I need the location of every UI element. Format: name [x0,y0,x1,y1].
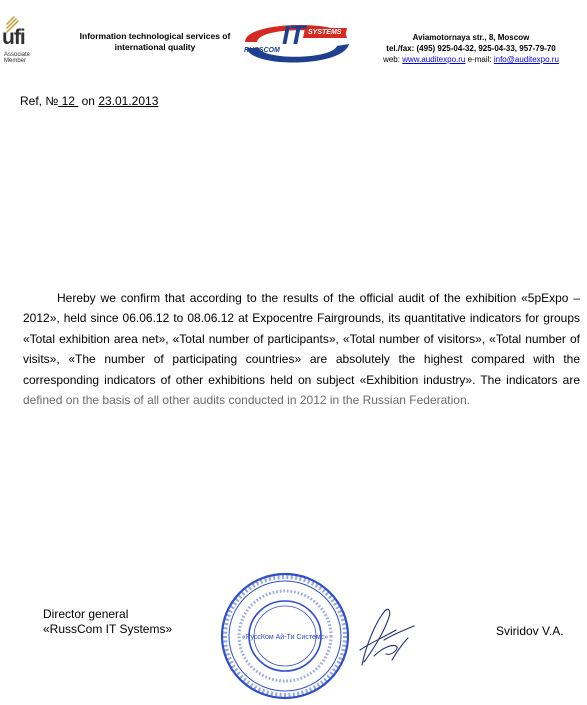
confirmation-text: Hereby we confirm that according to the results of the official audit of the exhibition «5pExpo – 2012», held since 06.06.12 to 08.06.12 at Expocentre Fairgrounds, its quantitative indicators for groups «Total exhibition area net», «Total number of participants», «Total number of visitors», «Total number of visits», «The number of participating countries» are absolutely the highest compared with the corresponding indicators of other exhibitions held on subject «Exhibition industry». The indicators are defined on the basis of all other audits conducted in 2012 in the Russian Federation. [23,291,580,408]
handwritten-signature-icon [322,590,422,680]
address-web-email: web: www.auditexpo.ru e-mail: info@auditexpo.ru [383,55,559,64]
signer-name: Sviridov V.A. [496,624,564,638]
website-link[interactable]: www.auditexpo.ru [402,55,466,64]
address-phone: tel./fax: (495) 925-04-32, 925-04-33, 957-79-70 [386,44,556,53]
reference-line: Ref, № 12 on 23.01.2013 [20,94,159,108]
company-address [366,32,576,65]
address-street: Aviamotornaya str., 8, Moscow [412,33,530,42]
reference-date: 23.01.2013 [98,94,159,108]
stamp-inner-text: «РуссКом Ай-Ти Системс» [241,634,329,641]
logo-russcom-text: RUSSCOM [244,47,280,54]
email-link[interactable]: info@auditexpo.ru [493,55,559,64]
ufi-associate-member: Associate Member [4,52,31,64]
signer-title: Director general «RussCom IT Systems» [43,607,173,636]
ufi-wordmark: ufi [2,26,25,49]
reference-number: 12 [61,94,75,108]
company-tagline: Information technological services of international quality [79,31,231,52]
logo-it-text: IT [282,20,304,50]
logo-systems-text: SYSTEMS [308,29,342,36]
